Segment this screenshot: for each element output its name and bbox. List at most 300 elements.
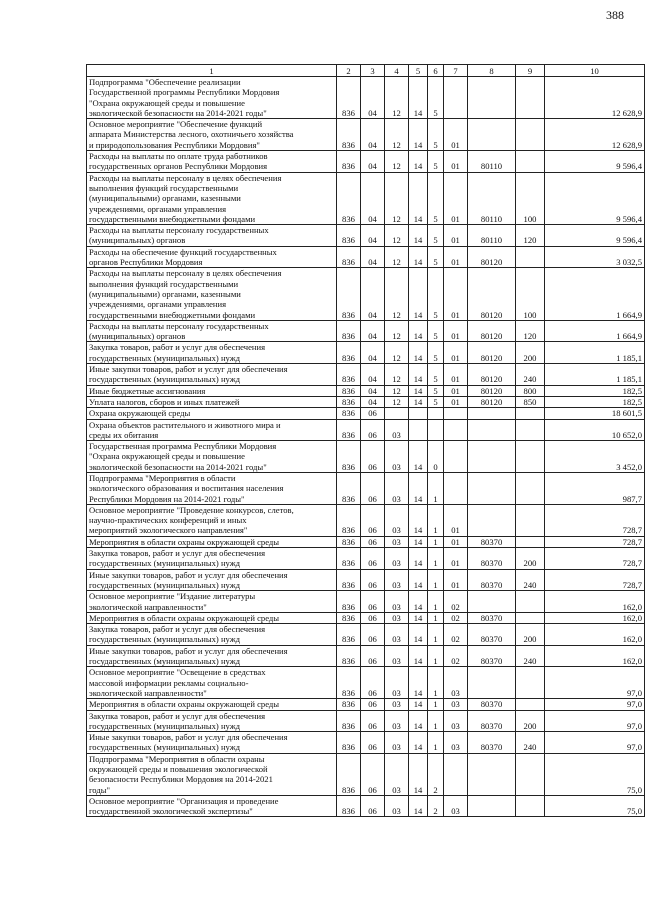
header-cell: 4 (385, 65, 409, 77)
row-code-2: 836 (337, 342, 361, 364)
header-cell: 5 (409, 65, 428, 77)
row-code-8: 80120 (468, 320, 516, 342)
row-code-9 (516, 667, 545, 699)
table-row (87, 364, 645, 386)
row-code-6: 1 (428, 645, 444, 667)
table-row (87, 569, 645, 591)
row-code-6: 1 (428, 624, 444, 646)
row-amount: 9 596,4 (545, 151, 645, 173)
row-code-9 (516, 472, 545, 504)
header-cell: 1 (87, 65, 337, 77)
row-code-7: 01 (444, 548, 468, 570)
row-code-3: 04 (361, 172, 385, 224)
row-code-3: 06 (361, 710, 385, 732)
row-amount: 10 652,0 (545, 419, 645, 441)
row-code-2: 836 (337, 225, 361, 247)
row-code-6: 1 (428, 536, 444, 547)
row-name: Охрана окружающей среды (87, 408, 337, 419)
row-code-7: 02 (444, 645, 468, 667)
row-code-2: 836 (337, 645, 361, 667)
row-code-8 (468, 504, 516, 536)
row-code-4: 03 (385, 795, 409, 817)
row-code-5: 14 (409, 795, 428, 817)
row-amount: 1 185,1 (545, 364, 645, 386)
row-code-3: 04 (361, 396, 385, 407)
row-amount: 3 032,5 (545, 246, 645, 268)
row-code-6: 1 (428, 504, 444, 536)
row-code-7: 02 (444, 624, 468, 646)
row-name: Расходы на выплаты персоналу в целях обеспечения выполнения функций государственными (муниципальными) органами, казенными учреждениями, органами управления государственными внебюджетными фондами (87, 268, 337, 320)
row-name: Иные закупки товаров, работ и услуг для обеспечения государственных (муниципальных) нужд (87, 364, 337, 386)
row-code-9 (516, 246, 545, 268)
row-code-8: 80370 (468, 569, 516, 591)
table-row (87, 732, 645, 754)
row-code-7 (444, 77, 468, 119)
row-name: Уплата налогов, сборов и иных платежей (87, 396, 337, 407)
row-code-8: 80370 (468, 548, 516, 570)
row-code-6: 5 (428, 246, 444, 268)
row-amount: 987,7 (545, 472, 645, 504)
row-code-2: 836 (337, 591, 361, 613)
row-code-2: 836 (337, 569, 361, 591)
row-code-3: 04 (361, 364, 385, 386)
row-code-9: 200 (516, 624, 545, 646)
row-code-3: 06 (361, 548, 385, 570)
row-name: Закупка товаров, работ и услуг для обеспечения государственных (муниципальных) нужд (87, 342, 337, 364)
row-code-7: 01 (444, 385, 468, 396)
row-code-8: 80120 (468, 268, 516, 320)
row-amount: 9 596,4 (545, 172, 645, 224)
row-code-5: 14 (409, 441, 428, 473)
row-code-4: 12 (385, 364, 409, 386)
row-name: Государственная программа Республики Мордовия "Охрана окружающей среды и повышение экологической безопасности на 2014-2021 годы" (87, 441, 337, 473)
row-code-4: 12 (385, 151, 409, 173)
row-name: Закупка товаров, работ и услуг для обеспечения государственных (муниципальных) нужд (87, 710, 337, 732)
header-cell: 9 (516, 65, 545, 77)
row-code-3: 06 (361, 569, 385, 591)
row-code-5: 14 (409, 246, 428, 268)
header-cell: 8 (468, 65, 516, 77)
row-name: Расходы на выплаты по оплате труда работников государственных органов Республики Мордовия (87, 151, 337, 173)
row-name: Подпрограмма "Мероприятия в области охраны окружающей среды и повышения экологической безопасности Республики Мордовия на 2014-2021 годы" (87, 753, 337, 795)
row-code-2: 836 (337, 441, 361, 473)
row-code-4: 03 (385, 612, 409, 623)
row-code-2: 836 (337, 667, 361, 699)
row-code-5: 14 (409, 591, 428, 613)
row-amount: 97,0 (545, 667, 645, 699)
table-row (87, 408, 645, 419)
row-code-4: 03 (385, 536, 409, 547)
row-code-7 (444, 408, 468, 419)
row-code-6 (428, 408, 444, 419)
row-code-6: 5 (428, 119, 444, 151)
row-code-9: 240 (516, 364, 545, 386)
row-code-8 (468, 119, 516, 151)
row-code-2: 836 (337, 472, 361, 504)
table-row (87, 172, 645, 224)
row-code-4: 03 (385, 667, 409, 699)
row-name: Закупка товаров, работ и услуг для обеспечения государственных (муниципальных) нужд (87, 624, 337, 646)
table-row (87, 548, 645, 570)
table-row (87, 472, 645, 504)
row-code-2: 836 (337, 320, 361, 342)
row-code-2: 836 (337, 419, 361, 441)
row-code-8: 80120 (468, 385, 516, 396)
row-code-8: 80120 (468, 364, 516, 386)
row-code-3: 04 (361, 151, 385, 173)
header-cell: 2 (337, 65, 361, 77)
row-amount: 18 601,5 (545, 408, 645, 419)
row-code-3: 04 (361, 320, 385, 342)
row-code-9 (516, 119, 545, 151)
row-code-6: 5 (428, 225, 444, 247)
row-code-2: 836 (337, 710, 361, 732)
row-code-7: 01 (444, 119, 468, 151)
row-code-2: 836 (337, 612, 361, 623)
row-code-5: 14 (409, 667, 428, 699)
row-code-3: 04 (361, 225, 385, 247)
row-code-8 (468, 419, 516, 441)
row-code-6: 1 (428, 732, 444, 754)
row-code-5: 14 (409, 320, 428, 342)
row-amount: 12 628,9 (545, 77, 645, 119)
row-code-9: 120 (516, 320, 545, 342)
table-row (87, 419, 645, 441)
row-code-6: 1 (428, 710, 444, 732)
row-code-7: 01 (444, 320, 468, 342)
budget-table (86, 64, 645, 817)
row-name: Расходы на выплаты персоналу государственных (муниципальных) органов (87, 225, 337, 247)
table-row (87, 624, 645, 646)
row-code-4: 12 (385, 268, 409, 320)
table-row (87, 385, 645, 396)
row-code-8: 80370 (468, 732, 516, 754)
row-code-8: 80370 (468, 612, 516, 623)
row-code-6: 5 (428, 385, 444, 396)
row-code-2: 836 (337, 699, 361, 710)
row-code-7: 01 (444, 536, 468, 547)
row-code-9: 200 (516, 342, 545, 364)
row-code-4: 12 (385, 396, 409, 407)
header-cell: 6 (428, 65, 444, 77)
row-amount: 728,7 (545, 504, 645, 536)
row-code-6: 5 (428, 151, 444, 173)
row-code-2: 836 (337, 364, 361, 386)
row-code-8 (468, 441, 516, 473)
row-code-9 (516, 408, 545, 419)
row-code-7: 01 (444, 225, 468, 247)
header-cell: 10 (545, 65, 645, 77)
row-code-7 (444, 753, 468, 795)
row-name: Иные бюджетные ассигнования (87, 385, 337, 396)
row-code-7 (444, 419, 468, 441)
row-code-4: 12 (385, 342, 409, 364)
row-code-6: 5 (428, 77, 444, 119)
row-amount: 728,7 (545, 548, 645, 570)
row-code-8: 80120 (468, 396, 516, 407)
row-code-4: 12 (385, 225, 409, 247)
table-row (87, 591, 645, 613)
row-code-3: 06 (361, 408, 385, 419)
row-code-7: 01 (444, 396, 468, 407)
row-code-4: 12 (385, 77, 409, 119)
row-code-5: 14 (409, 225, 428, 247)
row-code-7 (444, 472, 468, 504)
row-code-3: 04 (361, 268, 385, 320)
row-name: Иные закупки товаров, работ и услуг для обеспечения государственных (муниципальных) нужд (87, 645, 337, 667)
row-code-5: 14 (409, 268, 428, 320)
row-code-4: 03 (385, 624, 409, 646)
row-name: Расходы на выплаты персоналу государственных (муниципальных) органов (87, 320, 337, 342)
row-code-5: 14 (409, 172, 428, 224)
row-name: Закупка товаров, работ и услуг для обеспечения государственных (муниципальных) нужд (87, 548, 337, 570)
row-code-6: 5 (428, 172, 444, 224)
row-name: Основное мероприятие "Организация и проведение государственной экологической экспертизы" (87, 795, 337, 817)
table-row (87, 268, 645, 320)
row-code-3: 06 (361, 441, 385, 473)
row-amount: 97,0 (545, 710, 645, 732)
row-code-6: 0 (428, 441, 444, 473)
row-code-3: 06 (361, 591, 385, 613)
table-row (87, 504, 645, 536)
row-code-2: 836 (337, 172, 361, 224)
row-code-9 (516, 753, 545, 795)
row-code-4: 03 (385, 699, 409, 710)
row-code-5: 14 (409, 612, 428, 623)
table-row (87, 225, 645, 247)
table-row (87, 119, 645, 151)
row-code-5: 14 (409, 710, 428, 732)
row-code-4: 03 (385, 472, 409, 504)
row-code-9 (516, 536, 545, 547)
row-code-6: 1 (428, 612, 444, 623)
row-code-9 (516, 419, 545, 441)
row-amount: 12 628,9 (545, 119, 645, 151)
row-name: Подпрограмма "Обеспечение реализации Государственной программы Республики Мордовия "Охрана окружающей среды и повышение экологической безопасности на 2014-2021 годы" (87, 77, 337, 119)
row-code-2: 836 (337, 548, 361, 570)
table-row (87, 246, 645, 268)
row-code-5: 14 (409, 624, 428, 646)
row-code-6: 1 (428, 591, 444, 613)
row-code-8 (468, 591, 516, 613)
row-code-6: 2 (428, 753, 444, 795)
row-name: Основное мероприятие "Проведение конкурсов, слетов, научно-практических конференций и иных мероприятий экологического направления" (87, 504, 337, 536)
row-amount: 3 452,0 (545, 441, 645, 473)
row-code-2: 836 (337, 151, 361, 173)
row-code-7: 03 (444, 699, 468, 710)
row-code-3: 06 (361, 419, 385, 441)
row-code-3: 04 (361, 246, 385, 268)
table-row (87, 536, 645, 547)
row-code-5: 14 (409, 396, 428, 407)
row-code-5: 14 (409, 699, 428, 710)
row-code-8: 80120 (468, 342, 516, 364)
row-code-3: 06 (361, 612, 385, 623)
header-cell: 3 (361, 65, 385, 77)
row-code-9 (516, 504, 545, 536)
row-code-2: 836 (337, 246, 361, 268)
row-code-5: 14 (409, 342, 428, 364)
row-code-5 (409, 408, 428, 419)
table-row (87, 710, 645, 732)
row-code-3: 06 (361, 504, 385, 536)
table-row (87, 342, 645, 364)
row-name: Иные закупки товаров, работ и услуг для обеспечения государственных (муниципальных) нужд (87, 569, 337, 591)
row-name: Основное мероприятие "Обеспечение функций аппарата Министерства лесного, охотничьего хозяйства и природопользования Республики Мордовия" (87, 119, 337, 151)
row-code-5: 14 (409, 753, 428, 795)
row-code-6: 5 (428, 320, 444, 342)
row-amount: 75,0 (545, 753, 645, 795)
row-code-4: 12 (385, 172, 409, 224)
table-row (87, 795, 645, 817)
row-code-9: 100 (516, 268, 545, 320)
row-code-3: 06 (361, 699, 385, 710)
row-amount: 162,0 (545, 645, 645, 667)
row-name: Мероприятия в области охраны окружающей среды (87, 699, 337, 710)
row-code-3: 06 (361, 753, 385, 795)
row-code-5: 14 (409, 536, 428, 547)
row-code-8 (468, 408, 516, 419)
row-code-8: 80370 (468, 536, 516, 547)
row-code-9 (516, 591, 545, 613)
row-code-2: 836 (337, 753, 361, 795)
row-code-2: 836 (337, 732, 361, 754)
row-code-9: 850 (516, 396, 545, 407)
row-code-4: 03 (385, 732, 409, 754)
row-code-7: 03 (444, 732, 468, 754)
row-code-8: 80110 (468, 172, 516, 224)
row-code-8: 80370 (468, 645, 516, 667)
row-code-9 (516, 151, 545, 173)
row-code-9 (516, 795, 545, 817)
row-code-9 (516, 441, 545, 473)
row-code-2: 836 (337, 624, 361, 646)
row-amount: 728,7 (545, 536, 645, 547)
table-row (87, 77, 645, 119)
row-amount: 9 596,4 (545, 225, 645, 247)
row-code-5: 14 (409, 548, 428, 570)
row-code-9: 200 (516, 548, 545, 570)
row-name: Подпрограмма "Мероприятия в области экологического образования и воспитания населения Республики Мордовия на 2014-2021 годы" (87, 472, 337, 504)
row-code-9: 240 (516, 732, 545, 754)
row-amount: 1 664,9 (545, 268, 645, 320)
row-code-9 (516, 699, 545, 710)
table-row (87, 151, 645, 173)
row-name: Основное мероприятие "Издание литературы экологической направленности" (87, 591, 337, 613)
row-name: Иные закупки товаров, работ и услуг для обеспечения государственных (муниципальных) нужд (87, 732, 337, 754)
row-code-3: 06 (361, 732, 385, 754)
row-code-3: 06 (361, 667, 385, 699)
row-code-8: 80110 (468, 225, 516, 247)
row-code-4: 03 (385, 645, 409, 667)
row-code-8: 80120 (468, 246, 516, 268)
row-code-2: 836 (337, 795, 361, 817)
row-code-8 (468, 472, 516, 504)
row-code-3: 06 (361, 624, 385, 646)
table-row (87, 441, 645, 473)
row-amount: 182,5 (545, 385, 645, 396)
row-code-8: 80110 (468, 151, 516, 173)
row-amount: 728,7 (545, 569, 645, 591)
row-code-9: 100 (516, 172, 545, 224)
row-code-7: 03 (444, 710, 468, 732)
row-code-8: 80370 (468, 699, 516, 710)
row-code-5: 14 (409, 645, 428, 667)
row-code-7: 02 (444, 612, 468, 623)
row-code-2: 836 (337, 408, 361, 419)
row-code-6: 1 (428, 472, 444, 504)
page-number: 388 (606, 8, 624, 22)
table-row (87, 753, 645, 795)
row-code-9 (516, 77, 545, 119)
row-name: Расходы на выплаты персоналу в целях обеспечения выполнения функций государственными (муниципальными) органами, казенными учреждениями, органами управления государственными внебюджетными фондами (87, 172, 337, 224)
table-row (87, 645, 645, 667)
row-code-6: 1 (428, 548, 444, 570)
row-code-4: 03 (385, 710, 409, 732)
row-code-3: 04 (361, 119, 385, 151)
row-code-7: 01 (444, 246, 468, 268)
row-code-9: 240 (516, 645, 545, 667)
row-amount: 75,0 (545, 795, 645, 817)
row-code-3: 06 (361, 536, 385, 547)
row-name: Охрана объектов растительного и животного мира и среды их обитания (87, 419, 337, 441)
row-code-5: 14 (409, 504, 428, 536)
row-code-4: 03 (385, 419, 409, 441)
row-code-7: 01 (444, 504, 468, 536)
row-code-8 (468, 795, 516, 817)
row-code-6: 5 (428, 364, 444, 386)
row-code-6 (428, 419, 444, 441)
row-code-5 (409, 419, 428, 441)
row-code-2: 836 (337, 385, 361, 396)
row-code-7: 01 (444, 364, 468, 386)
row-code-9: 240 (516, 569, 545, 591)
row-code-4: 12 (385, 385, 409, 396)
row-code-6: 5 (428, 268, 444, 320)
row-code-9: 120 (516, 225, 545, 247)
row-amount: 97,0 (545, 732, 645, 754)
row-name: Мероприятия в области охраны окружающей среды (87, 612, 337, 623)
row-code-6: 1 (428, 667, 444, 699)
row-code-5: 14 (409, 732, 428, 754)
row-code-8 (468, 77, 516, 119)
row-code-3: 04 (361, 77, 385, 119)
row-code-6: 1 (428, 569, 444, 591)
row-code-5: 14 (409, 151, 428, 173)
table-body (87, 77, 645, 817)
row-name: Мероприятия в области охраны окружающей среды (87, 536, 337, 547)
row-name: Расходы на обеспечение функций государственных органов Республики Мордовия (87, 246, 337, 268)
row-code-4: 12 (385, 119, 409, 151)
row-code-7: 02 (444, 591, 468, 613)
row-code-6: 1 (428, 699, 444, 710)
row-code-8 (468, 667, 516, 699)
row-code-3: 06 (361, 795, 385, 817)
row-amount: 182,5 (545, 396, 645, 407)
row-code-7: 01 (444, 342, 468, 364)
table-row (87, 396, 645, 407)
row-code-5: 14 (409, 77, 428, 119)
row-code-7: 03 (444, 667, 468, 699)
row-code-8: 80370 (468, 710, 516, 732)
row-code-2: 836 (337, 268, 361, 320)
row-code-4: 12 (385, 246, 409, 268)
row-code-7: 01 (444, 151, 468, 173)
row-code-9 (516, 612, 545, 623)
row-code-5: 14 (409, 364, 428, 386)
row-amount: 162,0 (545, 591, 645, 613)
row-code-9: 200 (516, 710, 545, 732)
